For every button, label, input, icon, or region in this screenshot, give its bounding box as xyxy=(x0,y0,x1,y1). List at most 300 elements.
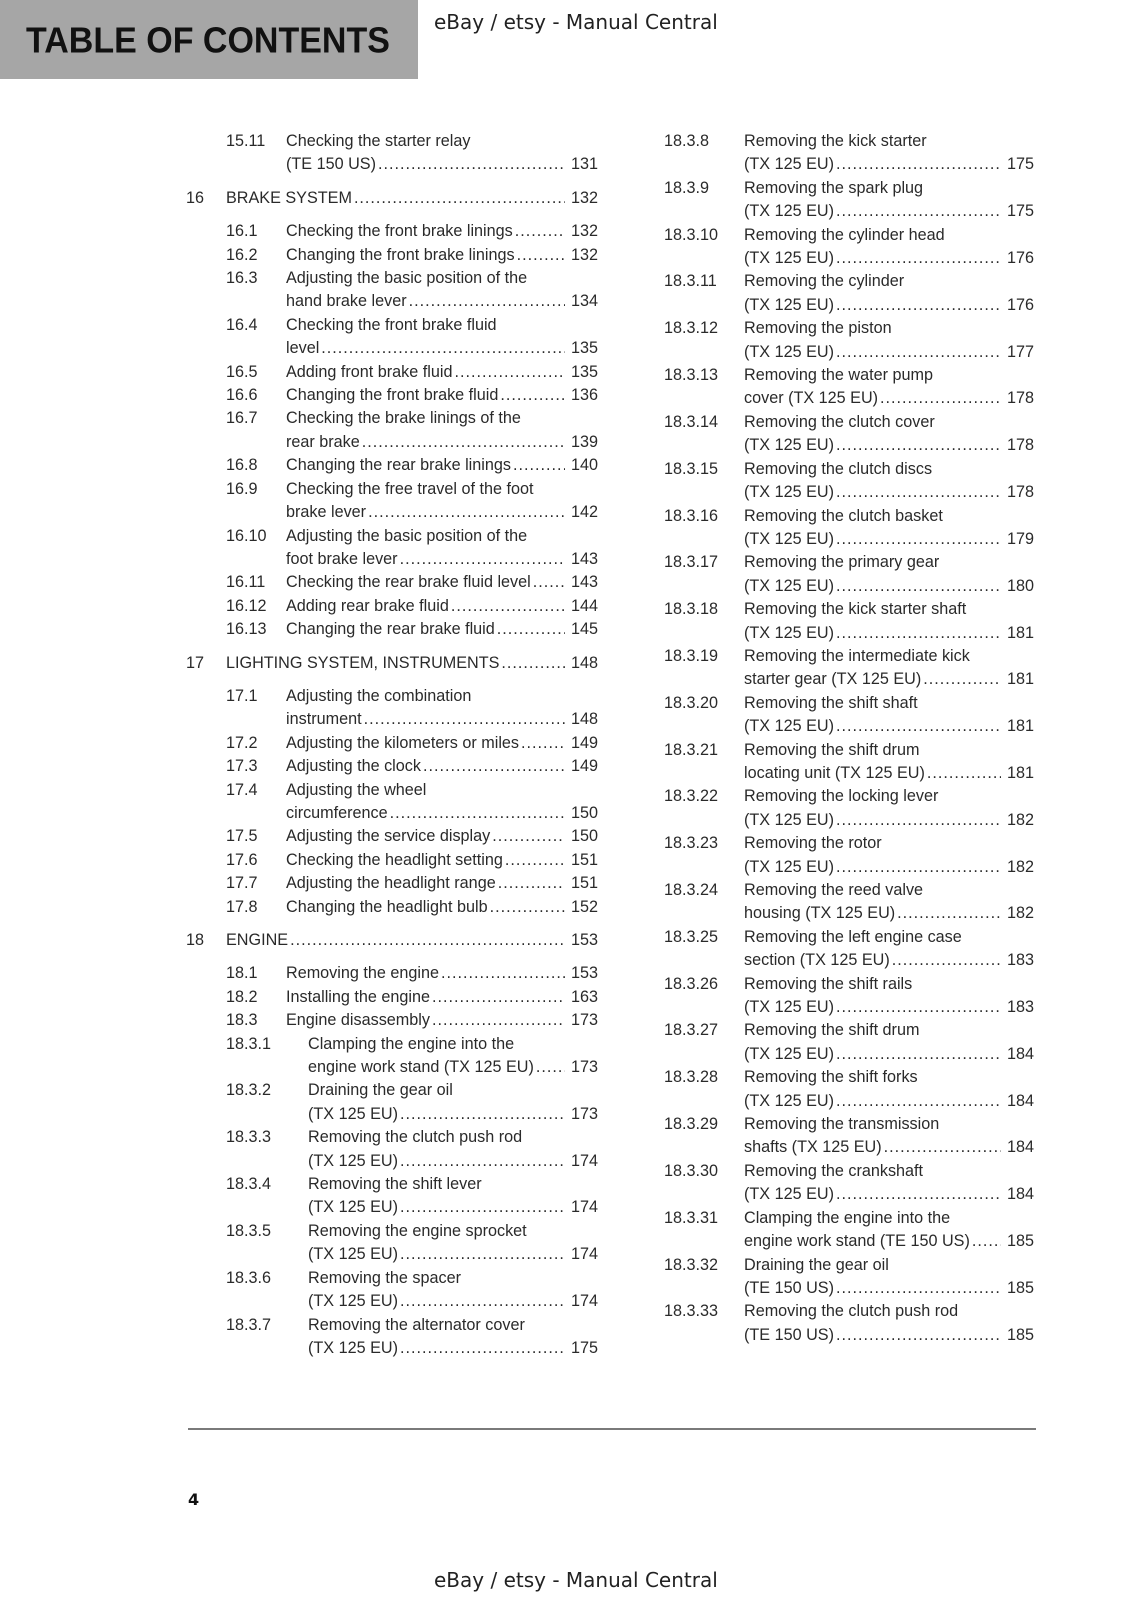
dot-leader xyxy=(533,571,565,594)
toc-entry-title-line: Removing the shift drum xyxy=(744,740,920,759)
toc-page-number: 175 xyxy=(1006,155,1034,174)
toc-entry-number: 18.3.3 xyxy=(226,1128,272,1147)
toc-entry-title-line: Changing the rear brake fluid xyxy=(286,620,495,639)
toc-entry-title-line: Removing the left engine case xyxy=(744,927,962,946)
toc-entry[interactable] xyxy=(186,525,598,572)
toc-entry-leader-line xyxy=(308,1337,598,1360)
toc-entry[interactable] xyxy=(186,1079,598,1126)
toc-entry-number: 18.3.30 xyxy=(664,1161,719,1180)
dot-leader xyxy=(836,622,1001,645)
toc-entry-title xyxy=(286,130,598,177)
toc-entry[interactable] xyxy=(664,785,1034,832)
toc-entry-title xyxy=(744,598,1034,645)
toc-entry[interactable] xyxy=(186,779,598,826)
toc-entry-number: 16.2 xyxy=(226,245,258,264)
toc-entry-title xyxy=(286,849,598,872)
toc-entry-number: 16.6 xyxy=(226,386,258,405)
toc-entry-title xyxy=(286,618,598,641)
toc-chapter-entry[interactable] xyxy=(186,652,598,675)
toc-entry-title-line: Adding rear brake fluid xyxy=(286,596,449,615)
toc-entry[interactable] xyxy=(664,505,1034,552)
toc-entry-leader-line xyxy=(286,825,598,848)
toc-entry-leader-line xyxy=(744,247,1034,270)
toc-entry-number: 18.3.2 xyxy=(226,1081,272,1100)
toc-entry-title-line: Adjusting the headlight range xyxy=(286,874,496,893)
toc-entry-number: 18.3.18 xyxy=(664,600,719,619)
toc-page-number: 178 xyxy=(1006,389,1034,408)
toc-entry[interactable] xyxy=(186,825,598,848)
toc-entry-leader-line xyxy=(744,200,1034,223)
toc-entry[interactable] xyxy=(186,896,598,919)
toc-entry-number: 16.11 xyxy=(226,573,266,592)
toc-page-number: 135 xyxy=(570,339,598,358)
toc-entry-title-line: Removing the kick starter xyxy=(744,132,927,150)
toc-entry-number: 18.3.22 xyxy=(664,787,719,806)
toc-entry-title-line: Checking the front brake linings xyxy=(286,222,513,241)
toc-entry-title-line: Installing the engine xyxy=(286,987,430,1006)
toc-page-number: 142 xyxy=(570,503,598,522)
toc-entry-title-line: (TX 125 EU) xyxy=(744,1091,834,1110)
toc-page-number: 153 xyxy=(570,931,598,949)
dot-leader xyxy=(927,762,1001,785)
toc-entry[interactable] xyxy=(664,692,1034,739)
toc-entry-title-line: Removing the water pump xyxy=(744,366,933,385)
toc-entry-title xyxy=(744,926,1034,973)
toc-entry-leader-line xyxy=(744,294,1034,317)
toc-entry-leader-line xyxy=(286,431,598,454)
toc-entry[interactable] xyxy=(664,1113,1034,1160)
toc-entry[interactable] xyxy=(186,872,598,895)
toc-entry-title-line: Removing the clutch push rod xyxy=(744,1302,959,1321)
toc-page-number: 174 xyxy=(570,1292,598,1311)
toc-entry[interactable] xyxy=(186,755,598,778)
toc-entry-leader-line xyxy=(286,571,598,594)
toc-entry[interactable] xyxy=(186,220,598,243)
toc-page-number: 132 xyxy=(570,245,598,264)
toc-entry[interactable] xyxy=(664,224,1034,271)
toc-entry-title-line: Removing the clutch basket xyxy=(744,506,943,525)
toc-entry[interactable] xyxy=(664,1300,1034,1347)
toc-entry-title-line: Removing the kick starter shaft xyxy=(744,600,967,619)
toc-entry-leader-line xyxy=(286,896,598,919)
toc-entry-title xyxy=(286,1009,598,1032)
toc-entry[interactable] xyxy=(664,832,1034,879)
toc-entry-leader-line xyxy=(286,384,598,407)
toc-entry-title xyxy=(226,929,598,952)
toc-entry-number: 17.4 xyxy=(226,780,258,799)
toc-entry-number: 17.3 xyxy=(226,757,258,776)
toc-entry[interactable] xyxy=(186,618,598,641)
toc-entry-title-line: instrument xyxy=(286,710,362,729)
toc-entry-number: 18.3.23 xyxy=(664,834,719,853)
dot-leader xyxy=(536,1056,565,1079)
toc-entry-title-line: Engine disassembly xyxy=(286,1011,430,1030)
toc-entry-number: 18.3.32 xyxy=(664,1255,719,1274)
toc-entry-title-line: Removing the locking lever xyxy=(744,787,939,806)
toc-entry[interactable] xyxy=(186,244,598,267)
toc-page-number: 173 xyxy=(570,1104,598,1123)
toc-entry-leader-line xyxy=(286,454,598,477)
toc-entry[interactable] xyxy=(186,454,598,477)
toc-entry-title-line: (TX 125 EU) xyxy=(308,1151,398,1170)
toc-entry-title-line: level xyxy=(286,339,320,358)
toc-entry-title-line: Adjusting the combination xyxy=(286,686,472,705)
toc-entry-title-line: (TX 125 EU) xyxy=(744,155,834,174)
toc-entry-number: 16.10 xyxy=(226,526,267,545)
toc-entry-title-line: (TX 125 EU) xyxy=(308,1292,398,1311)
toc-entry-title-line: (TX 125 EU) xyxy=(744,1185,834,1204)
toc-entry-title xyxy=(286,571,598,594)
toc-entry[interactable] xyxy=(664,1160,1034,1207)
toc-page-number: 178 xyxy=(1006,436,1034,455)
toc-entry-title xyxy=(744,692,1034,739)
toc-entry[interactable] xyxy=(186,314,598,361)
toc-page-number: 182 xyxy=(1006,810,1034,829)
toc-entry-title-line: section (TX 125 EU) xyxy=(744,951,890,970)
toc-page-number: 136 xyxy=(570,386,598,405)
toc-entry[interactable] xyxy=(664,973,1034,1020)
toc-entry-title-line: Removing the primary gear xyxy=(744,553,940,572)
toc-entry[interactable] xyxy=(186,407,598,454)
dot-leader xyxy=(378,153,565,176)
toc-entry[interactable] xyxy=(664,458,1034,505)
dot-leader xyxy=(400,548,565,571)
toc-entry-title xyxy=(744,1160,1034,1207)
toc-page-number: 181 xyxy=(1006,623,1034,642)
toc-entry[interactable] xyxy=(664,411,1034,458)
toc-entry[interactable] xyxy=(664,926,1034,973)
toc-entry-title-line: (TX 125 EU) xyxy=(744,717,834,736)
toc-entry-title-line: Changing the rear brake linings xyxy=(286,456,511,475)
toc-entry[interactable] xyxy=(186,1033,598,1080)
toc-entry-title-line: Changing the headlight bulb xyxy=(286,897,488,916)
toc-entry-title xyxy=(226,187,598,210)
toc-entry[interactable] xyxy=(664,1066,1034,1113)
dot-leader xyxy=(884,1136,1001,1159)
dot-leader xyxy=(505,849,565,872)
toc-entry-title-line: Removing the clutch cover xyxy=(744,412,935,431)
dot-leader xyxy=(441,962,565,985)
toc-chapter-entry[interactable] xyxy=(186,929,598,952)
dot-leader xyxy=(897,902,1001,925)
toc-entry-title-line: Checking the starter relay xyxy=(286,132,471,150)
toc-page-number: 145 xyxy=(570,620,598,639)
dot-leader xyxy=(923,668,1001,691)
toc-page-number: 176 xyxy=(1006,295,1034,314)
toc-entry-title-line: Adjusting the basic position of the xyxy=(286,269,528,288)
toc-entry-title-line: Adjusting the clock xyxy=(286,757,421,776)
toc-entry-title-line: LIGHTING SYSTEM, INSTRUMENTS xyxy=(226,653,500,672)
toc-entry-title xyxy=(286,986,598,1009)
dot-leader xyxy=(836,1324,1001,1347)
toc-entry-leader-line xyxy=(744,1136,1034,1159)
toc-entry[interactable] xyxy=(186,130,598,177)
toc-entry-title xyxy=(286,755,598,778)
toc-page-number: 181 xyxy=(1006,717,1034,736)
toc-entry-leader-line xyxy=(308,1056,598,1079)
dot-leader xyxy=(362,431,565,454)
dot-leader xyxy=(400,1337,565,1360)
dot-leader xyxy=(423,755,565,778)
toc-entry-title xyxy=(308,1033,598,1080)
dot-leader xyxy=(836,200,1001,223)
toc-entry-number: 18.3.24 xyxy=(664,881,719,899)
toc-entry[interactable] xyxy=(186,685,598,732)
toc-entry[interactable] xyxy=(186,732,598,755)
toc-entry-leader-line xyxy=(308,1150,598,1173)
toc-entry-title-line: Removing the clutch discs xyxy=(744,459,933,478)
toc-entry-title-line: (TE 150 US) xyxy=(744,1325,834,1344)
toc-entry-title-line: (TE 150 US) xyxy=(286,155,376,174)
toc-entry[interactable] xyxy=(664,130,1034,177)
toc-entry-title-line: Removing the crankshaft xyxy=(744,1161,924,1180)
toc-entry-leader-line xyxy=(308,1103,598,1126)
toc-entry-title xyxy=(286,825,598,848)
toc-entry-title-line: Adjusting the service display xyxy=(286,827,491,846)
toc-entry[interactable] xyxy=(664,598,1034,645)
toc-entry-title-line: (TX 125 EU) xyxy=(308,1198,398,1217)
toc-entry-title xyxy=(744,739,1034,786)
toc-entry-title-line: circumference xyxy=(286,803,388,822)
toc-entry-title-line: (TX 125 EU) xyxy=(744,202,834,221)
toc-entry-number: 17.6 xyxy=(226,850,258,869)
toc-entry-title xyxy=(744,1066,1034,1113)
toc-entry-title xyxy=(744,364,1034,411)
toc-entry-number: 18.3.10 xyxy=(664,225,719,244)
toc-chapter-entry[interactable] xyxy=(186,187,598,210)
toc-entry-title-line: (TX 125 EU) xyxy=(744,576,834,595)
toc-page-number: 163 xyxy=(570,987,598,1006)
toc-entry[interactable] xyxy=(186,1314,598,1361)
toc-entry[interactable] xyxy=(186,571,598,594)
toc-entry[interactable] xyxy=(664,1019,1034,1066)
toc-entry[interactable] xyxy=(186,384,598,407)
toc-entry[interactable] xyxy=(664,177,1034,224)
toc-entry-title-line: engine work stand (TE 150 US) xyxy=(744,1232,970,1251)
toc-entry-title-line: engine work stand (TX 125 EU) xyxy=(308,1058,534,1077)
toc-entry-title-line: ENGINE xyxy=(226,931,289,949)
toc-entry-title-line: Removing the cylinder xyxy=(744,272,905,291)
toc-entry-leader-line xyxy=(286,290,598,313)
toc-page-number: 173 xyxy=(570,1011,598,1030)
dot-leader xyxy=(400,1103,565,1126)
toc-entry[interactable] xyxy=(186,1220,598,1267)
dot-leader xyxy=(836,809,1001,832)
toc-entry[interactable] xyxy=(186,1009,598,1032)
toc-page-number: 174 xyxy=(570,1151,598,1170)
dot-leader xyxy=(498,872,565,895)
toc-entry-title xyxy=(744,879,1034,926)
toc-entry[interactable] xyxy=(186,267,598,314)
toc-entry-leader-line xyxy=(286,595,598,618)
toc-entry-title-line: (TX 125 EU) xyxy=(308,1245,398,1264)
toc-entry-leader-line xyxy=(286,708,598,731)
dot-leader xyxy=(836,294,1001,317)
toc-page-number: 149 xyxy=(570,733,598,752)
toc-entry[interactable] xyxy=(664,270,1034,317)
toc-entry-title-line: Checking the front brake fluid xyxy=(286,315,497,334)
toc-entry-leader-line xyxy=(744,809,1034,832)
toc-entry[interactable] xyxy=(664,317,1034,364)
toc-entry-number: 18.3.29 xyxy=(664,1115,719,1134)
toc-entry-leader-line xyxy=(286,732,598,755)
toc-entry-title-line: Removing the transmission xyxy=(744,1115,940,1134)
toc-entry[interactable] xyxy=(664,879,1034,926)
toc-page-number: 178 xyxy=(1006,483,1034,502)
toc-entry[interactable] xyxy=(186,849,598,872)
toc-entry-number: 17.2 xyxy=(226,733,258,752)
toc-entry-title xyxy=(744,785,1034,832)
toc-right-column xyxy=(664,130,1034,1347)
toc-entry-number: 18.3.26 xyxy=(664,974,719,993)
dot-leader xyxy=(515,220,565,243)
toc-entry-number: 18.3.11 xyxy=(664,272,717,291)
dot-leader xyxy=(451,595,565,618)
toc-entry-number: 18.3.20 xyxy=(664,693,719,712)
toc-entry-leader-line xyxy=(744,715,1034,738)
toc-page-number: 185 xyxy=(1006,1325,1034,1344)
dot-leader xyxy=(409,290,565,313)
dot-leader xyxy=(836,856,1001,879)
dot-leader xyxy=(880,387,1001,410)
toc-page-number: 148 xyxy=(570,710,598,729)
header-watermark: eBay / etsy - Manual Central xyxy=(434,10,718,34)
toc-entry-number: 16.7 xyxy=(226,409,258,428)
toc-entry[interactable] xyxy=(186,1267,598,1314)
dot-leader xyxy=(836,481,1001,504)
toc-entry-title-line: Changing the front brake linings xyxy=(286,245,515,264)
toc-entry-number: 18.3.13 xyxy=(664,366,719,385)
toc-entry-title xyxy=(744,411,1034,458)
toc-entry-number: 16.5 xyxy=(226,362,258,381)
toc-entry-title-line: (TX 125 EU) xyxy=(744,529,834,548)
toc-entry-title xyxy=(308,1267,598,1314)
dot-leader xyxy=(390,802,565,825)
toc-entry-leader-line xyxy=(286,618,598,641)
dot-leader xyxy=(432,1009,565,1032)
dot-leader xyxy=(492,825,565,848)
toc-entry-number: 18.3.19 xyxy=(664,646,719,665)
toc-entry-title xyxy=(286,220,598,243)
dot-leader xyxy=(432,986,565,1009)
toc-entry-leader-line xyxy=(744,1043,1034,1066)
toc-entry-title-line: Checking the free travel of the foot xyxy=(286,479,534,498)
toc-page-number: 135 xyxy=(570,362,598,381)
toc-entry[interactable] xyxy=(664,739,1034,786)
toc-entry-leader-line xyxy=(744,434,1034,457)
toc-entry-title xyxy=(286,407,598,454)
toc-entry-title-line: Removing the engine xyxy=(286,964,439,983)
toc-entry-title xyxy=(744,270,1034,317)
dot-leader xyxy=(836,1090,1001,1113)
toc-page-number: 176 xyxy=(1006,249,1034,268)
toc-page-number: 183 xyxy=(1006,951,1034,970)
toc-entry-title-line: Removing the reed valve xyxy=(744,881,924,899)
toc-entry-number: 16.12 xyxy=(226,596,267,615)
toc-entry-leader-line xyxy=(744,1277,1034,1300)
toc-entry-leader-line xyxy=(744,575,1034,598)
toc-entry[interactable] xyxy=(664,551,1034,598)
dot-leader xyxy=(497,618,565,641)
dot-leader xyxy=(836,247,1001,270)
toc-page-number: 153 xyxy=(570,964,598,983)
page-number: 4 xyxy=(188,1490,200,1509)
toc-entry-title-line: (TX 125 EU) xyxy=(744,623,834,642)
toc-entry-number: 15.11 xyxy=(226,132,266,150)
toc-page-number: 149 xyxy=(570,757,598,776)
toc-entry[interactable] xyxy=(186,1173,598,1220)
toc-entry-leader-line xyxy=(744,481,1034,504)
toc-page-number: 182 xyxy=(1006,904,1034,923)
toc-entry-leader-line xyxy=(744,949,1034,972)
page-title-banner xyxy=(0,0,418,79)
toc-entry-leader-line xyxy=(744,1230,1034,1253)
dot-leader xyxy=(500,384,565,407)
toc-page-number: 182 xyxy=(1006,857,1034,876)
toc-entry-number: 18.3.33 xyxy=(664,1302,719,1321)
toc-entry[interactable] xyxy=(664,1254,1034,1301)
toc-entry-leader-line xyxy=(226,652,598,675)
toc-entry-leader-line xyxy=(286,986,598,1009)
toc-entry-title xyxy=(286,478,598,525)
toc-entry[interactable] xyxy=(186,962,598,985)
toc-entry-title-line: Removing the rotor xyxy=(744,834,882,853)
toc-entry-title-line: (TX 125 EU) xyxy=(744,342,834,361)
toc-entry-title-line: Clamping the engine into the xyxy=(744,1208,951,1227)
toc-entry-number: 16.3 xyxy=(226,269,258,288)
toc-entry-title-line: locating unit (TX 125 EU) xyxy=(744,763,925,782)
toc-entry-leader-line xyxy=(744,762,1034,785)
toc-entry-title xyxy=(286,595,598,618)
toc-page-number: 185 xyxy=(1006,1232,1034,1251)
toc-entry-title xyxy=(286,384,598,407)
toc-entry[interactable] xyxy=(664,645,1034,692)
toc-page-number: 184 xyxy=(1006,1138,1034,1157)
toc-entry-title xyxy=(286,896,598,919)
dot-leader xyxy=(364,708,565,731)
toc-entry-number: 17.8 xyxy=(226,897,258,916)
dot-leader xyxy=(836,575,1001,598)
toc-entry-leader-line xyxy=(226,187,598,210)
toc-entry-title xyxy=(308,1220,598,1267)
toc-page-number: 134 xyxy=(570,292,598,311)
dot-leader xyxy=(290,929,565,952)
toc-entry-number: 18.3.4 xyxy=(226,1175,272,1194)
toc-entry-title xyxy=(286,314,598,361)
toc-entry-title-line: (TE 150 US) xyxy=(744,1278,834,1297)
toc-page-number: 184 xyxy=(1006,1091,1034,1110)
toc-entry-title xyxy=(744,1207,1034,1254)
toc-entry[interactable] xyxy=(664,364,1034,411)
toc-page-number: 132 xyxy=(570,222,598,241)
toc-page-number: 185 xyxy=(1006,1278,1034,1297)
toc-entry-title-line: Removing the spark plug xyxy=(744,178,924,197)
toc-entry-title-line: (TX 125 EU) xyxy=(744,810,834,829)
dot-leader xyxy=(454,361,565,384)
dot-leader xyxy=(501,652,565,675)
toc-entry[interactable] xyxy=(186,1126,598,1173)
toc-entry-leader-line xyxy=(744,668,1034,691)
toc-entry-title xyxy=(308,1173,598,1220)
toc-entry[interactable] xyxy=(186,478,598,525)
toc-entry-title xyxy=(744,973,1034,1020)
toc-entry[interactable] xyxy=(186,595,598,618)
toc-entry[interactable] xyxy=(186,361,598,384)
toc-entry-title-line: Checking the rear brake fluid level xyxy=(286,573,531,592)
toc-entry[interactable] xyxy=(186,986,598,1009)
toc-entry[interactable] xyxy=(664,1207,1034,1254)
toc-entry-title-line: (TX 125 EU) xyxy=(744,483,834,502)
